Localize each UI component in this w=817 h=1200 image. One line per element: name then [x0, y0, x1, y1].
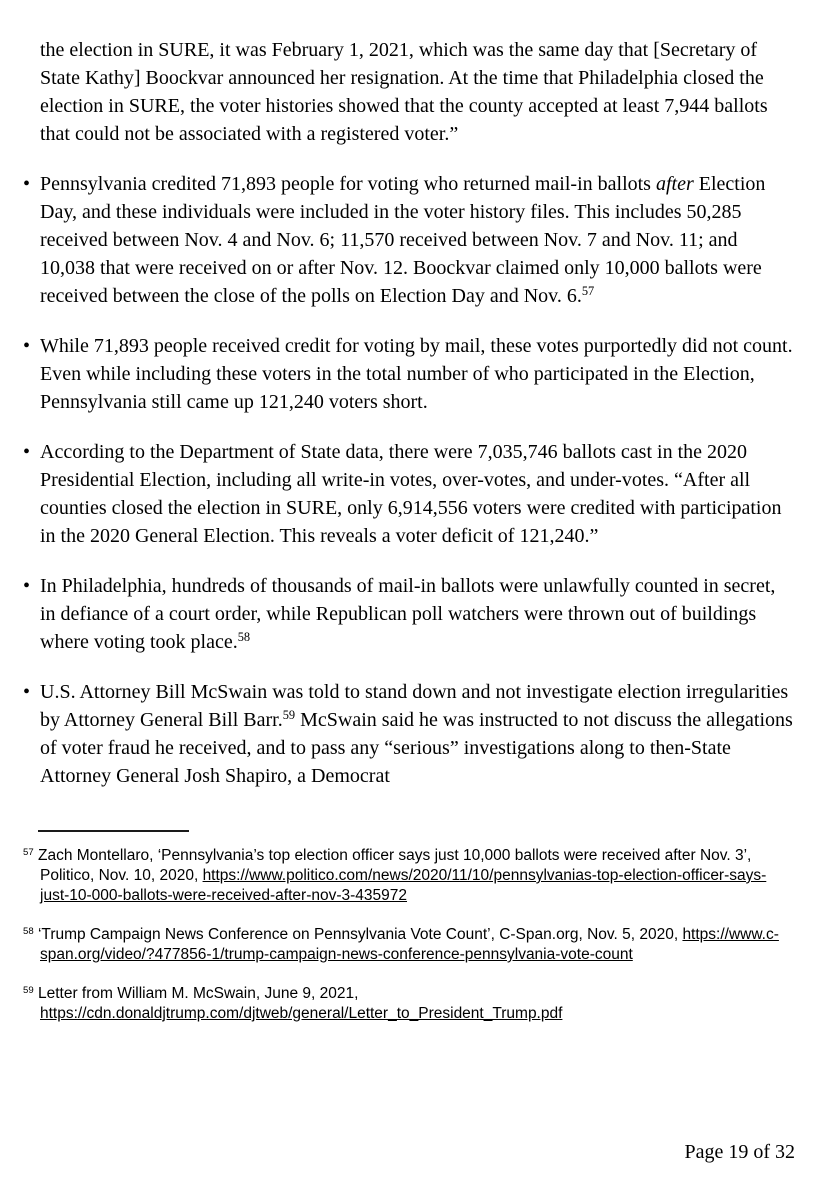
- footnote-number: 58: [23, 925, 34, 937]
- footnote-text: Letter from William M. McSwain, June 9, 2021,: [33, 985, 359, 1002]
- bullet-item-philadelphia-counting: [23, 572, 795, 656]
- footnote-number: 57: [23, 846, 34, 858]
- footnote-59: [23, 984, 795, 1024]
- bullet-item-ballots-cast: [23, 438, 795, 550]
- bullet-item-mcswain: [23, 678, 795, 790]
- footnote-ref-57: 57: [581, 284, 595, 299]
- footnote-separator: [38, 830, 189, 832]
- bullet-text: Election Day, and these individuals were included in the voter history files. This includes 50,285 received between Nov. 4 and Nov. 6; 11,570 received between Nov. 7 and Nov. 11; and 10,038 that were received on or after Nov. 12. Boockvar claimed only 10,000 ballots were received between the close of the polls on Election Day and Nov. 6.: [40, 173, 766, 307]
- bullet-item-mail-in-ballots: [23, 170, 795, 310]
- bullet-text: In Philadelphia, hundreds of thousands of mail-in ballots were unlawfully counted in secret, in defiance of a court order, while Republican poll watchers were thrown out of buildings where voting took place.: [40, 575, 776, 653]
- footnote-59-link[interactable]: https://cdn.donaldjtrump.com/djtweb/general/Letter_to_President_Trump.pdf: [40, 1005, 563, 1022]
- bullet-text: While 71,893 people received credit for voting by mail, these votes purportedly did not count. Even while including these voters in the total number of who participated in the Election, Pennsylvania still came up 121,240 voters short.: [40, 335, 793, 413]
- bullet-text: According to the Department of State data, there were 7,035,746 ballots cast in the 2020 Presidential Election, including all write-in votes, over-votes, and under-votes. “After all counties closed the election in SURE, only 6,914,556 voters were credited with participation in the 2020 General Election. This reveals a voter deficit of 121,240.”: [40, 441, 782, 547]
- footnote-ref-59: 59: [282, 708, 296, 723]
- footnotes-section: [23, 830, 795, 1024]
- footnote-ref-58: 58: [237, 630, 251, 645]
- footnote-57: [23, 846, 795, 906]
- bullet-list: [23, 170, 795, 790]
- footnote-58: [23, 925, 795, 965]
- page-number: Page 19 of 32: [684, 1141, 795, 1163]
- bullet-text: U.S. Attorney Bill McSwain was told to stand down and not investigate election irregularities by Attorney General Bill Barr.: [40, 681, 789, 731]
- footnote-text: Zach Montellaro, ‘Pennsylvania’s top election officer says just 10,000 ballots were received after Nov. 3’, Politico, Nov. 10, 2020,: [33, 847, 752, 884]
- italic-word: after: [655, 173, 694, 195]
- footnote-text: ‘Trump Campaign News Conference on Pennsylvania Vote Count’, C-Span.org, Nov. 5, 2020,: [33, 926, 683, 943]
- bullet-text: Pennsylvania credited 71,893 people for voting who returned mail-in ballots: [40, 173, 656, 195]
- quote-continuation-paragraph: the election in SURE, it was February 1, 2021, which was the same day that [Secretary of State Kathy] Boockvar announced her resignation. At the time that Philadelphia closed the election in SURE, the voter histories showed that the county accepted at least 7,944 ballots that could not be associated with a registered voter.”: [40, 39, 768, 145]
- footnote-57-link[interactable]: https://www.politico.com/news/2020/11/10/pennsylvanias-top-election-officer-says-just-10-000-ballots-were-received-after-nov-3-435972: [40, 867, 767, 904]
- bullet-text: McSwain said he was instructed to not discuss the allegations of voter fraud he received, and to pass any “serious” investigations along to then-State Attorney General Josh Shapiro, a Democrat: [40, 709, 793, 787]
- footnote-58-link[interactable]: https://www.c-span.org/video/?477856-1/trump-campaign-news-conference-pennsylvania-vote-count: [40, 926, 779, 963]
- footnote-number: 59: [23, 984, 34, 996]
- document-body: [23, 36, 795, 790]
- bullet-item-votes-not-counted: [23, 332, 795, 416]
